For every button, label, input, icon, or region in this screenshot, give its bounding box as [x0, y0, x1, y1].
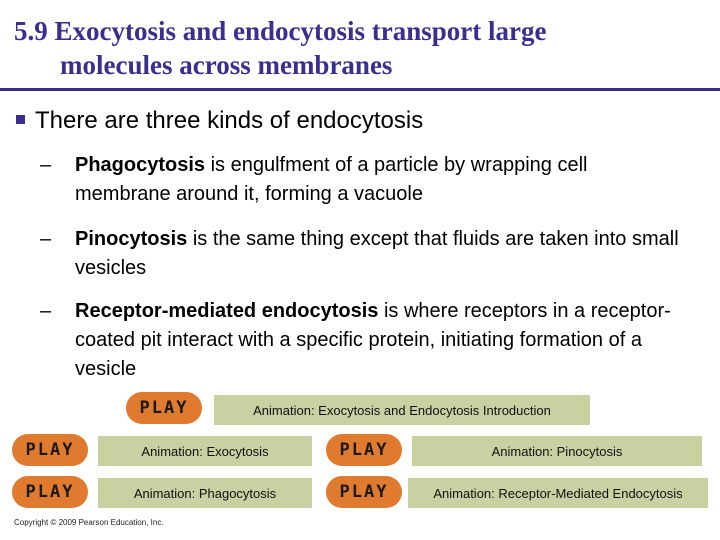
play-intro-button[interactable]: PLAY: [126, 392, 202, 424]
play-receptor-button[interactable]: PLAY: [326, 476, 402, 508]
animation-pinocytosis-link[interactable]: Animation: Pinocytosis: [412, 436, 702, 466]
term-phagocytosis: Phagocytosis: [75, 154, 206, 176]
animation-phagocytosis-link[interactable]: Animation: Phagocytosis: [98, 478, 312, 508]
term-receptor-mediated: Receptor-mediated endocytosis: [75, 300, 379, 322]
desc-pinocytosis: is the same thing except that fluids are taken into small vesicles: [75, 228, 679, 279]
copyright-notice: Copyright © 2009 Pearson Education, Inc.: [14, 518, 164, 527]
sub-bullet-receptor: [40, 297, 680, 384]
animation-intro-link[interactable]: Animation: Exocytosis and Endocytosis Introduction: [214, 395, 590, 425]
sub-bullet-phagocytosis: [40, 151, 680, 209]
title-line-1: 5.9 Exocytosis and endocytosis transport large: [14, 16, 547, 46]
title-line-2: molecules across membranes: [60, 50, 393, 80]
play-pinocytosis-button[interactable]: PLAY: [326, 434, 402, 466]
title-divider: [0, 88, 720, 91]
dash-bullet-icon: –: [40, 228, 52, 250]
square-bullet-icon: [16, 115, 25, 124]
play-exocytosis-button[interactable]: PLAY: [12, 434, 88, 466]
animation-exocytosis-link[interactable]: Animation: Exocytosis: [98, 436, 312, 466]
main-bullet-text: There are three kinds of endocytosis: [35, 107, 424, 134]
desc-receptor-mediated: is where receptors in a receptor-coated pit interact with a specific protein, initiating formation of a vesicle: [75, 300, 671, 380]
dash-bullet-icon: –: [40, 300, 52, 322]
slide-title: [14, 14, 694, 82]
sub-bullet-pinocytosis: [40, 225, 680, 283]
play-phagocytosis-button[interactable]: PLAY: [12, 476, 88, 508]
main-bullet: [16, 106, 423, 136]
term-pinocytosis: Pinocytosis: [75, 228, 188, 250]
desc-phagocytosis: is engulfment of a particle by wrapping cell membrane around it, forming a vacuole: [75, 154, 588, 205]
animation-receptor-link[interactable]: Animation: Receptor-Mediated Endocytosis: [408, 478, 708, 508]
dash-bullet-icon: –: [40, 154, 52, 176]
